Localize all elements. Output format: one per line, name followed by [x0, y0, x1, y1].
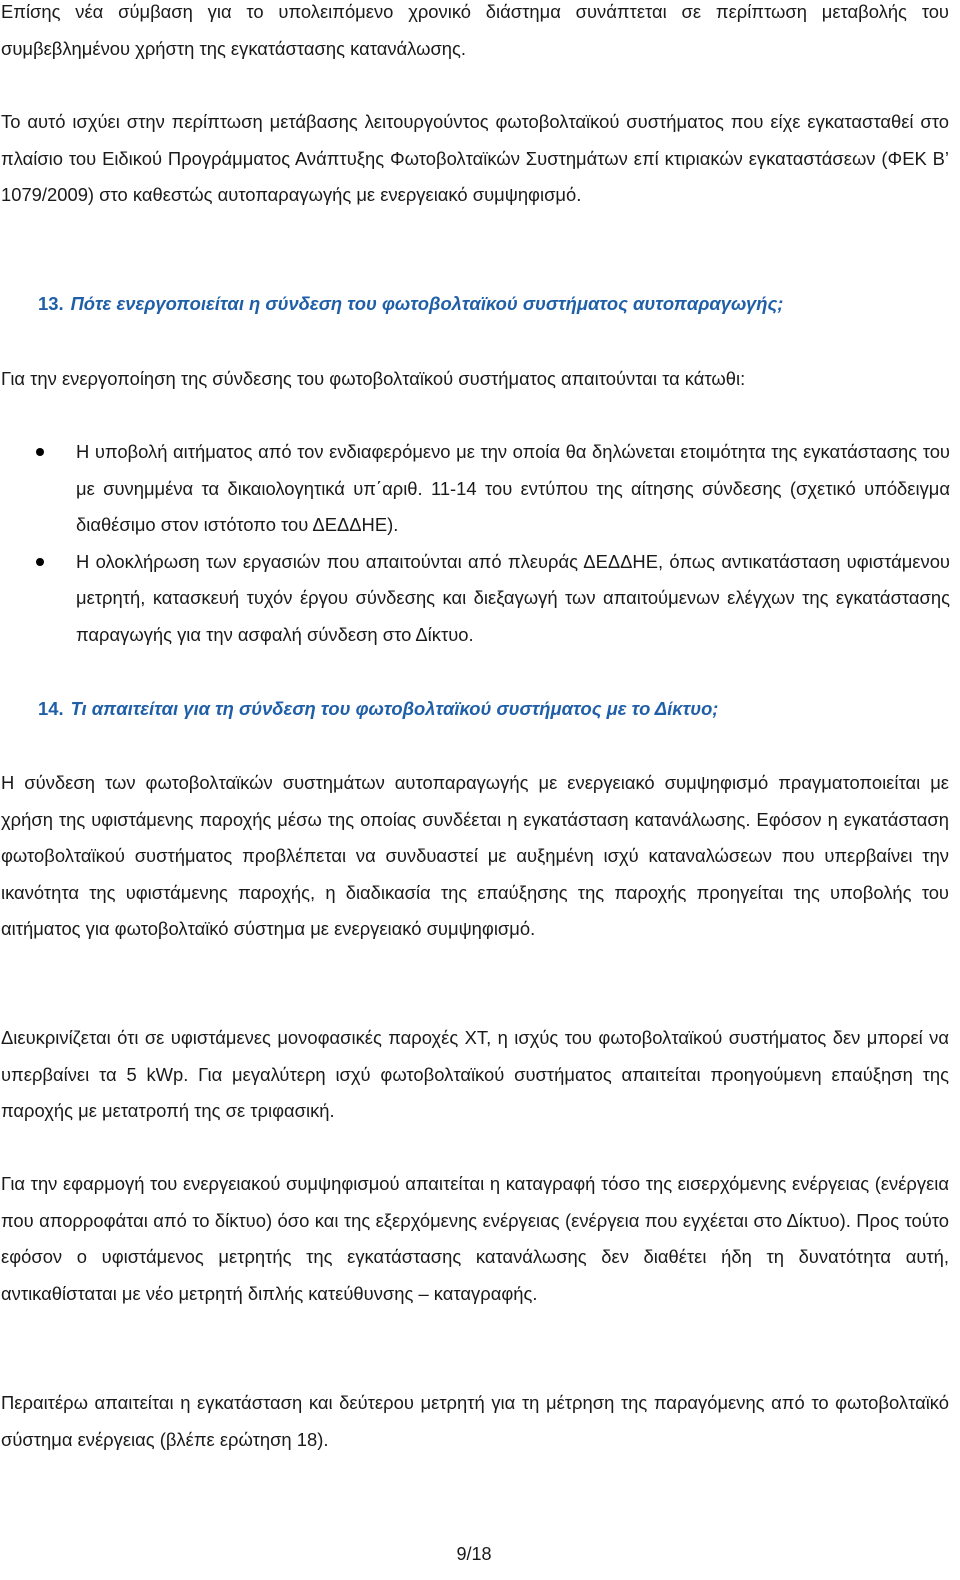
requirements-list [30, 434, 950, 654]
list-item [30, 544, 950, 654]
paragraph-grid-connection: Η σύνδεση των φωτοβολταϊκών συστημάτων αυτοπαραγωγής με ενεργειακό συμψηφισμό πραγματοποιείται με χρήση της υφιστάμενης παροχής μέσω της οποίας συνδέεται η εγκατάσταση κατανάλωσης. Εφόσον η εγκατάσταση φωτοβολταϊκού συστήματος προβλέπεται να συνδυαστεί με αυξημένη ισχύ καταναλώσεων που υπερβαίνει την ικανότητα της υφιστάμενης παροχής, η διαδικασία της επαύξησης της παροχής προηγείται της υποβολής του αιτήματος για φωτοβολταϊκό σύστημα με ενεργειακό συμψηφισμό. [1, 772, 949, 940]
paragraph-transition: Το αυτό ισχύει στην περίπτωση μετάβασης λειτουργούντος φωτοβολταϊκού συστήματος που είχε εγκατασταθεί στο πλαίσιο του Ειδικού Προγράμματος Ανάπτυξης Φωτοβολταϊκών Συστημάτων επί κτιριακών εγκαταστάσεων (ΦΕΚ Β’ 1079/2009) στο καθεστώς αυτοπαραγωγής με ενεργειακό συμψηφισμό. [1, 111, 949, 206]
paragraph-second-meter: Περαιτέρω απαιτείται η εγκατάσταση και δεύτερου μετρητή για τη μέτρηση της παραγόμενης από το φωτοβολταϊκό σύστημα ενέργειας (βλέπε ερώτηση 18). [1, 1392, 949, 1450]
list-item-text: Η ολοκλήρωση των εργασιών που απαιτούνται από πλευράς ΔΕΔΔΗΕ, όπως αντικατάσταση υφιστάμενου μετρητή, κατασκευή τυχόν έργου σύνδεσης και διεξαγωγή των απαιτούμενων ελέγχων της εγκατάστασης παραγωγής για την ασφαλή σύνδεση στο Δίκτυο. [76, 550, 950, 645]
heading-question-14 [38, 691, 938, 728]
paragraph-new-contract: Επίσης νέα σύμβαση για το υπολειπόμενο χρονικό διάστημα συνάπτεται σε περίπτωση μεταβολής του συμβεβλημένου χρήστη της εγκατάστασης κατανάλωσης. [1, 1, 949, 59]
heading-number: 13. [38, 293, 64, 314]
list-item [30, 434, 950, 544]
heading-text: Πότε ενεργοποιείται η σύνδεση του φωτοβολταϊκού συστήματος αυτοπαραγωγής; [70, 293, 784, 314]
paragraph-single-phase: Διευκρινίζεται ότι σε υφιστάμενες μονοφασικές παροχές ΧΤ, η ισχύς του φωτοβολταϊκού συστήματος δεν μπορεί να υπερβαίνει τα 5 kWp. Για μεγαλύτερη ισχύ φωτοβολταϊκού συστήματος απαιτείται προηγούμενη επαύξηση της παροχής με μετατροπή της σε τριφασική. [1, 1027, 949, 1122]
heading-question-13 [38, 286, 938, 323]
bullet-icon [36, 558, 44, 566]
page-number: 9/18 [456, 1544, 492, 1564]
bullet-icon [36, 448, 44, 456]
heading-number: 14. [38, 698, 64, 719]
list-item-text: Η υποβολή αιτήματος από τον ενδιαφερόμενο με την οποία θα δηλώνεται ετοιμότητα της εγκατάστασης του με συνημμένα τα δικαιολογητικά υπ΄αριθ. 11-14 του εντύπου της αίτησης σύνδεσης (σχετικό υπόδειγμα διαθέσιμο στον ιστότοπο του ΔΕΔΔΗΕ). [76, 441, 950, 536]
paragraph-activation-intro: Για την ενεργοποίηση της σύνδεσης του φωτοβολταϊκού συστήματος απαιτούνται τα κάτωθι: [1, 368, 746, 389]
heading-text: Τι απαιτείται για τη σύνδεση του φωτοβολταϊκού συστήματος με το Δίκτυο; [70, 698, 719, 719]
paragraph-metering: Για την εφαρμογή του ενεργειακού συμψηφισμού απαιτείται η καταγραφή τόσο της εισερχόμενης ενέργειας (ενέργεια που απορροφάται από το δίκτυο) όσο και της εξερχόμενης ενέργειας (ενέργεια που εγχέεται στο Δίκτυο). Προς τούτο εφόσον ο υφιστάμενος μετρητής της εγκατάστασης κατανάλωσης δεν διαθέτει ήδη τη δυνατότητα αυτή, αντικαθίσταται με νέο μετρητή διπλής κατεύθυνσης – καταγραφής. [1, 1173, 949, 1304]
